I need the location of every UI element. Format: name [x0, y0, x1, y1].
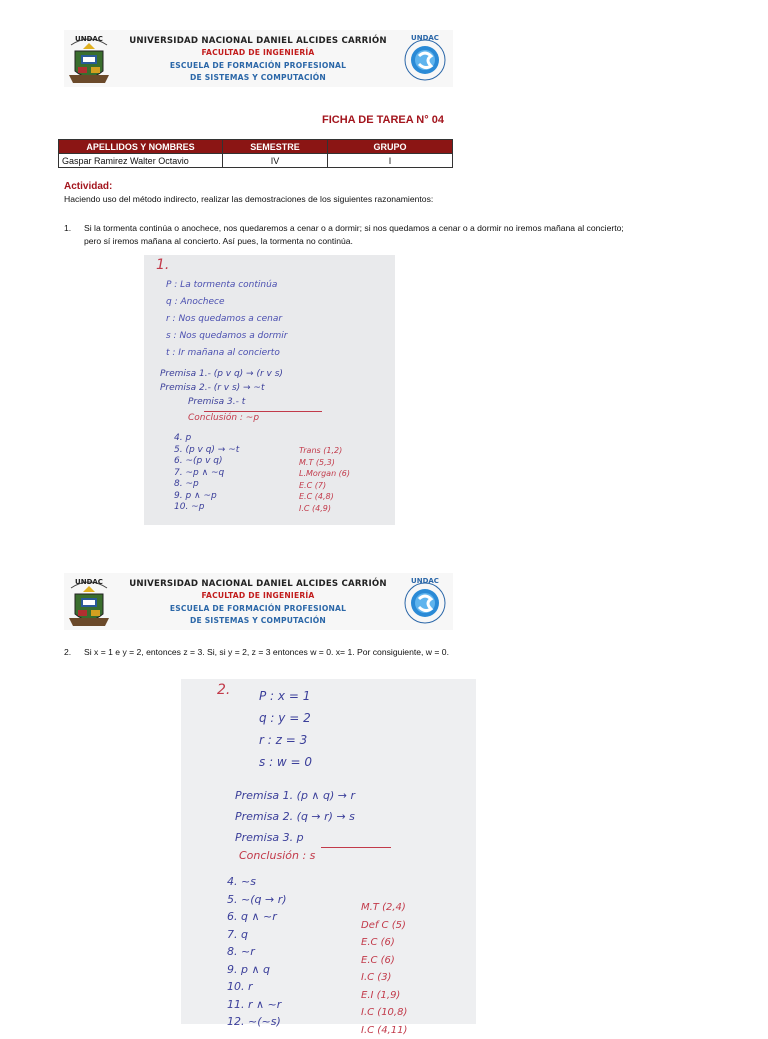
- problem-1-line-1: Si la tormenta continúa o anochece, nos quedaremos a cenar o a dormir; si nos quedamos a cenar o a dormir no iremos mañana al concierto;: [84, 222, 724, 235]
- definition: t : Ir mañana al concierto: [166, 345, 288, 362]
- step: 5. ~(q → r): [227, 891, 287, 909]
- reason: E.C (6): [361, 934, 407, 952]
- definition: P : x = 1: [259, 685, 312, 707]
- cell-semester: IV: [223, 154, 328, 168]
- photo-1-definitions: [166, 277, 288, 362]
- step: 8. ~p: [174, 479, 239, 491]
- definition: r : z = 3: [259, 729, 312, 751]
- activity-label: Actividad:: [64, 181, 112, 192]
- university-name: UNIVERSIDAD NACIONAL DANIEL ALCIDES CARRIÓN: [118, 36, 398, 46]
- premise: Premisa 3. p: [235, 827, 355, 848]
- photo-1-heading: 1.: [156, 257, 169, 273]
- reason: M.T (2,4): [361, 899, 407, 917]
- step: 12. ~(~s): [227, 1013, 287, 1031]
- col-header-group: GRUPO: [328, 140, 453, 154]
- reason: L.Morgan (6): [299, 468, 350, 480]
- reason: I.C (3): [361, 969, 407, 987]
- divider: [321, 847, 391, 848]
- reason: Def C (5): [361, 917, 407, 935]
- reason: E.C (6): [361, 952, 407, 970]
- step: 10. r: [227, 978, 287, 996]
- photo-1-reasons: [299, 445, 350, 514]
- photo-2-heading: 2.: [217, 682, 230, 698]
- definition: q : y = 2: [259, 707, 312, 729]
- svg-text:UNDAC: UNDAC: [411, 577, 439, 585]
- step: 8. ~r: [227, 943, 287, 961]
- cell-student-name: Gaspar Ramirez Walter Octavio: [59, 154, 223, 168]
- problem-2-text: Si x = 1 e y = 2, entonces z = 3. Si, si y = 2, z = 3 entonces w = 0. x= 1. Por consiguiente, w = 0.: [84, 646, 449, 659]
- step: 6. ~(p v q): [174, 456, 239, 468]
- university-crest-icon: [65, 574, 113, 629]
- definition: s : Nos quedamos a dormir: [166, 328, 288, 345]
- step: 9. p ∧ ~p: [174, 491, 239, 503]
- definition: q : Anochece: [166, 294, 288, 311]
- faculty-name: FACULTAD DE INGENIERÍA: [118, 48, 398, 57]
- problem-1-number: 1.: [64, 222, 71, 235]
- school-line-2: DE SISTEMAS Y COMPUTACIÓN: [118, 73, 398, 82]
- photo-2-definitions: [259, 685, 312, 773]
- activity-text: Haciendo uso del método indirecto, realizar las demostraciones de los siguientes razonamientos:: [64, 193, 433, 206]
- problem-1-line-2: pero sí iremos mañana al concierto. Así pues, la tormenta no continúa.: [84, 235, 353, 248]
- photo-1-premises: [160, 367, 283, 409]
- school-logo-icon: [399, 575, 451, 627]
- step: 6. q ∧ ~r: [227, 908, 287, 926]
- handwritten-solution-2-photo: [181, 679, 476, 1024]
- school-line-1: ESCUELA DE FORMACIÓN PROFESIONAL: [118, 61, 398, 70]
- step: 10. ~p: [174, 502, 239, 514]
- reason: E.C (4,8): [299, 491, 350, 503]
- svg-text:UNDAC: UNDAC: [411, 34, 439, 42]
- reason: M.T (5,3): [299, 457, 350, 469]
- reason: E.I (1,9): [361, 987, 407, 1005]
- col-header-semester: SEMESTRE: [223, 140, 328, 154]
- handwritten-solution-1-photo: [144, 255, 395, 525]
- svg-text:UNDAC: UNDAC: [75, 578, 103, 586]
- premise: Premisa 2.- (r v s) → ~t: [160, 381, 283, 395]
- definition: s : w = 0: [259, 751, 312, 773]
- photo-2-premises: [235, 785, 355, 848]
- divider: [204, 411, 322, 412]
- student-info-table: [58, 139, 453, 168]
- school-line-2: DE SISTEMAS Y COMPUTACIÓN: [118, 616, 398, 625]
- step: 4. ~s: [227, 873, 287, 891]
- step: 4. p: [174, 433, 239, 445]
- table-header-row: [59, 140, 453, 154]
- table-row: [59, 154, 453, 168]
- university-crest-icon: [65, 31, 113, 86]
- photo-2-conclusion: Conclusión : s: [239, 849, 315, 862]
- reason: E.C (7): [299, 480, 350, 492]
- problem-2-number: 2.: [64, 646, 71, 659]
- step: 7. q: [227, 926, 287, 944]
- photo-2-steps: [227, 873, 287, 1031]
- photo-1-conclusion: Conclusión : ~p: [188, 413, 259, 423]
- reason: I.C (4,9): [299, 503, 350, 515]
- header-banner: [64, 30, 453, 87]
- definition: P : La tormenta continúa: [166, 277, 288, 294]
- reason: I.C (10,8): [361, 1004, 407, 1022]
- step: 11. r ∧ ~r: [227, 996, 287, 1014]
- photo-2-reasons: [361, 899, 407, 1039]
- step: 7. ~p ∧ ~q: [174, 468, 239, 480]
- premise: Premisa 1. (p ∧ q) → r: [235, 785, 355, 806]
- col-header-name: APELLIDOS Y NOMBRES: [59, 140, 223, 154]
- school-logo-icon: [399, 32, 451, 84]
- task-title: FICHA DE TAREA N° 04: [322, 114, 444, 126]
- premise: Premisa 1.- (p v q) → (r v s): [160, 367, 283, 381]
- reason: I.C (4,11): [361, 1022, 407, 1039]
- faculty-name: FACULTAD DE INGENIERÍA: [118, 591, 398, 600]
- university-name: UNIVERSIDAD NACIONAL DANIEL ALCIDES CARRIÓN: [118, 579, 398, 589]
- premise: Premisa 3.- t: [160, 395, 283, 409]
- step: 9. p ∧ q: [227, 961, 287, 979]
- photo-1-steps: [174, 433, 239, 514]
- svg-text:UNDAC: UNDAC: [75, 35, 103, 43]
- cell-group: I: [328, 154, 453, 168]
- step: 5. (p v q) → ~t: [174, 445, 239, 457]
- header-banner: [64, 573, 453, 630]
- school-line-1: ESCUELA DE FORMACIÓN PROFESIONAL: [118, 604, 398, 613]
- premise: Premisa 2. (q → r) → s: [235, 806, 355, 827]
- definition: r : Nos quedamos a cenar: [166, 311, 288, 328]
- reason: Trans (1,2): [299, 445, 350, 457]
